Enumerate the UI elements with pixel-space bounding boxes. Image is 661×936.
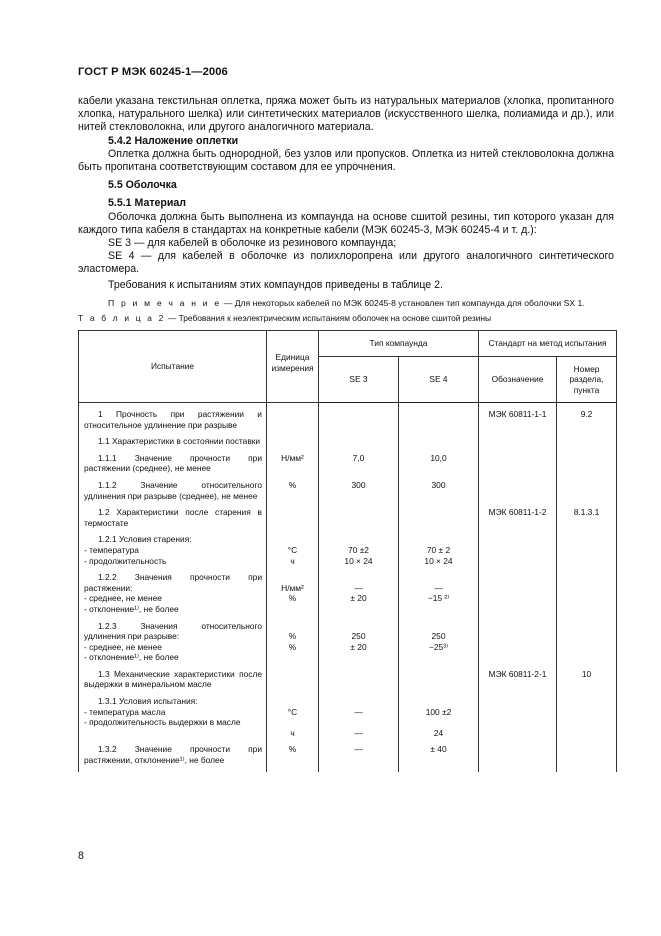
cell-section — [557, 744, 617, 771]
cell-test: 1.3 Механические характеристики после выдержки в минеральном масле — [79, 669, 267, 696]
paragraph-se3: SE 3 — для кабелей в оболочке из резинового компаунда; — [108, 237, 397, 250]
cell-designation: МЭК 60811-1-2 — [479, 507, 557, 534]
cell-test: 1.1.1 Значение прочности при растяжении (среднее), не менее — [79, 453, 267, 480]
cell-se4: 100 ±2 24 — [399, 696, 479, 744]
table-caption-label: Т а б л и ц а 2 — [78, 313, 166, 323]
table-row — [79, 436, 617, 453]
cell-test: 1.2.1 Условия старения: - температура - продолжительность — [79, 534, 267, 572]
cell-section: 10 — [557, 669, 617, 696]
header-test: Испытание — [79, 331, 267, 403]
cell-se3 — [319, 669, 399, 696]
cell-designation — [479, 480, 557, 507]
cell-unit: Н/мм² % — [267, 572, 319, 620]
cell-test: 1.1.2 Значение относительного удлинения при разрыве (среднее), не менее — [79, 480, 267, 507]
cell-designation: МЭК 60811-1-1 — [479, 403, 557, 437]
cell-test: 1.2.3 Значения относительного удлинения при разрыве: - среднее, не менее - отклонение¹⁾, не более — [79, 621, 267, 669]
cell-test: 1.2.2 Значения прочности при растяжении: - среднее, не менее - отклонение¹⁾, не более — [79, 572, 267, 620]
table-row — [79, 403, 617, 437]
cell-se4: 250 −25³⁾ — [399, 621, 479, 669]
cell-section — [557, 621, 617, 669]
cell-designation: МЭК 60811-2-1 — [479, 669, 557, 696]
paragraph-braid-materials: кабели указана текстильная оплетка, пряжа может быть из натуральных материалов (хлопка, пропитанного хлопка, натурального шелка) или синтетических материалов (искусственного шелка, полиамида и др.), или нитей стекловолокна, или другого аналогичного материала. — [78, 95, 614, 134]
cell-unit — [267, 403, 319, 437]
cell-test: 1.3.1 Условия испытания: - температура масла - продолжительность выдержки в масле — [79, 696, 267, 744]
table-row — [79, 744, 617, 771]
cell-test: 1 Прочность при растяжении и относительное удлинение при разрыве — [79, 403, 267, 437]
table-caption — [78, 313, 491, 323]
header-compound-type: Тип компаунда — [319, 331, 479, 357]
table-row — [79, 572, 617, 620]
header-unit: Единица измерения — [267, 331, 319, 403]
cell-unit — [267, 669, 319, 696]
cell-designation — [479, 621, 557, 669]
cell-designation — [479, 534, 557, 572]
table-row — [79, 507, 617, 534]
standard-title: ГОСТ Р МЭК 60245-1—2006 — [78, 66, 228, 78]
cell-se3: — ± 20 — [319, 572, 399, 620]
header-designation: Обозначение — [479, 357, 557, 403]
cell-se4: 70 ± 2 10 × 24 — [399, 534, 479, 572]
cell-designation — [479, 696, 557, 744]
heading-5-4-2: 5.4.2 Наложение оплетки — [108, 134, 239, 147]
cell-se3 — [319, 436, 399, 453]
cell-se4 — [399, 403, 479, 437]
cell-se4 — [399, 507, 479, 534]
cell-se3: 7,0 — [319, 453, 399, 480]
cell-designation — [479, 572, 557, 620]
cell-section — [557, 436, 617, 453]
cell-se4 — [399, 436, 479, 453]
cell-unit: % — [267, 480, 319, 507]
cell-se3: 250 ± 20 — [319, 621, 399, 669]
paragraph-braid-requirements: Оплетка должна быть однородной, без узлов или пропусков. Оплетка из нитей стекловолокна должна быть пропитана соответствующим составом для ее упрочнения. — [78, 147, 614, 174]
cell-designation — [479, 744, 557, 771]
cell-se3: 300 — [319, 480, 399, 507]
cell-section — [557, 480, 617, 507]
table-row — [79, 621, 617, 669]
cell-section — [557, 696, 617, 744]
note-label: П р и м е ч а н и е — [108, 297, 222, 308]
header-se3: SE 3 — [319, 357, 399, 403]
cell-se3: — — — [319, 696, 399, 744]
table-row — [79, 480, 617, 507]
cell-se3: — — [319, 744, 399, 771]
cell-section: 8.1.3.1 — [557, 507, 617, 534]
heading-5-5: 5.5 Оболочка — [108, 179, 177, 192]
cell-designation — [479, 436, 557, 453]
cell-designation — [479, 453, 557, 480]
cell-test: 1.1 Характеристики в состоянии поставки — [79, 436, 267, 453]
cell-se4: ± 40 — [399, 744, 479, 771]
cell-section: 9.2 — [557, 403, 617, 437]
table-caption-text: — Требования к неэлектрическим испытаниям оболочек на основе сшитой резины — [165, 313, 492, 323]
cell-test: 1.3.2 Значение прочности при растяжении, отклонение¹⁾, не более — [79, 744, 267, 771]
table-row — [79, 696, 617, 744]
cell-section — [557, 453, 617, 480]
cell-se4: 10,0 — [399, 453, 479, 480]
cell-section — [557, 572, 617, 620]
cell-test: 1.2 Характеристики после старения в термостате — [79, 507, 267, 534]
header-se4: SE 4 — [399, 357, 479, 403]
cell-unit: Н/мм² — [267, 453, 319, 480]
cell-unit: °C ч — [267, 534, 319, 572]
cell-unit — [267, 507, 319, 534]
cell-se4 — [399, 669, 479, 696]
cell-se3 — [319, 403, 399, 437]
table-row — [79, 453, 617, 480]
paragraph-se4: SE 4 — для кабелей в оболочке из полихлоропрена или другого аналогичного синтетического эластомера. — [78, 250, 614, 276]
table-row — [79, 669, 617, 696]
cell-se3: 70 ±2 10 × 24 — [319, 534, 399, 572]
cell-unit — [267, 436, 319, 453]
cell-section — [557, 534, 617, 572]
cell-se3 — [319, 507, 399, 534]
requirements-table — [78, 330, 617, 772]
header-test-standard: Стандарт на метод испытания — [479, 331, 617, 357]
table-body — [79, 403, 617, 772]
paragraph-table-reference: Требования к испытаниям этих компаундов приведены в таблице 2. — [108, 278, 443, 291]
paragraph-sheath-material: Оболочка должна быть выполнена из компаунда на основе сшитой резины, тип которого указан для каждого типа кабеля в стандартах на конкретные кабели (МЭК 60245-3, МЭК 60245-4 и т. д.): — [78, 210, 614, 236]
heading-5-5-1: 5.5.1 Материал — [108, 197, 187, 210]
cell-se4: 300 — [399, 480, 479, 507]
page-number: 8 — [78, 850, 84, 862]
body-text — [78, 95, 614, 309]
cell-se4: — −15 ²⁾ — [399, 572, 479, 620]
header-section: Номер раздела, пункта — [557, 357, 617, 403]
cell-unit: % % — [267, 621, 319, 669]
table-row — [79, 534, 617, 572]
cell-unit: % — [267, 744, 319, 771]
note — [78, 297, 614, 309]
cell-unit: °C ч — [267, 696, 319, 744]
note-text: — Для некоторых кабелей по МЭК 60245-8 установлен тип компаунда для оболочки SX 1. — [221, 297, 585, 308]
